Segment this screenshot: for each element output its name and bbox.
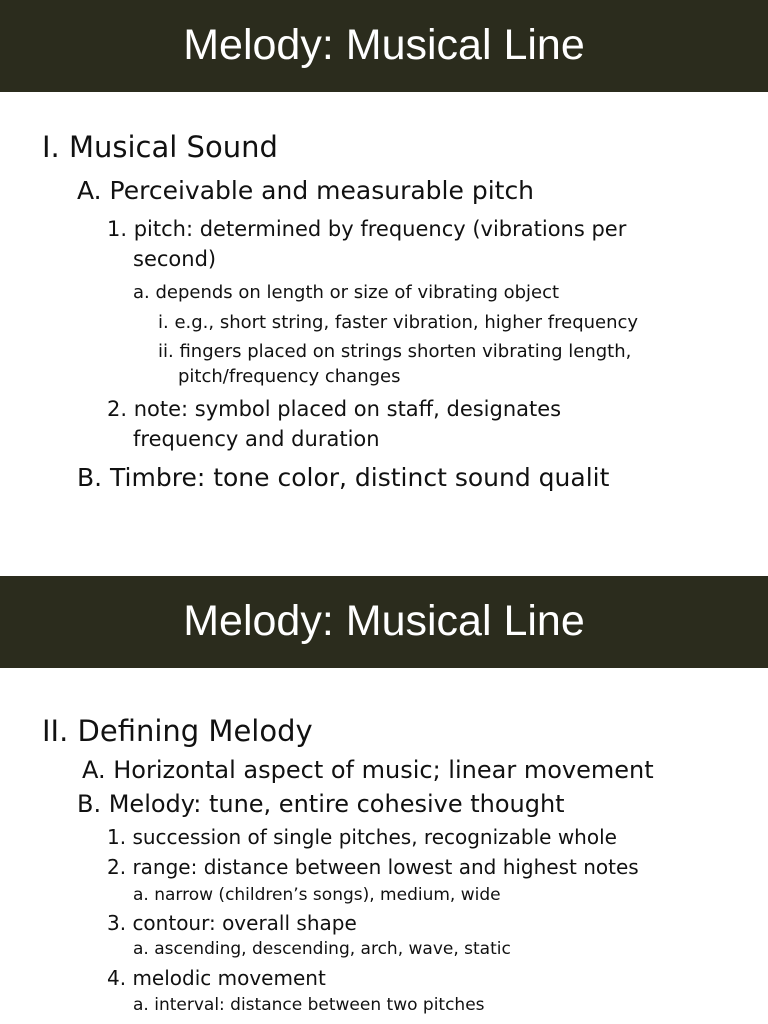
outline-item-contour-types: a. ascending, descending, arch, wave, static xyxy=(133,939,511,959)
outline-item-horizontal-aspect: A. Horizontal aspect of music; linear movement xyxy=(82,756,654,784)
outline-heading-musical-sound: I. Musical Sound xyxy=(42,130,278,164)
outline-item-melodic-movement: 4. melodic movement xyxy=(107,966,326,990)
outline-item-short-string: i. e.g., short string, faster vibration, higher frequency xyxy=(158,312,639,333)
outline-heading-defining-melody: II. Defining Melody xyxy=(42,714,313,748)
outline-item-fingers-strings-cont: pitch/frequency changes xyxy=(178,366,401,387)
outline-item-interval: a. interval: distance between two pitches xyxy=(133,995,485,1015)
outline-item-melody-tune: B. Melody: tune, entire cohesive thought xyxy=(77,790,565,818)
outline-item-note-symbol-cont: frequency and duration xyxy=(133,427,380,451)
slide-title: Melody: Musical Line xyxy=(183,21,585,69)
outline-item-timbre: B. Timbre: tone color, distinct sound qualit xyxy=(77,463,610,492)
slide-2 xyxy=(0,576,768,1024)
outline-item-contour: 3. contour: overall shape xyxy=(107,911,357,935)
outline-item-fingers-strings: ii. fingers placed on strings shorten vibrating length, xyxy=(158,341,632,362)
outline-item-pitch-frequency: 1. pitch: determined by frequency (vibrations per xyxy=(107,217,627,241)
outline-item-range-types: a. narrow (children’s songs), medium, wide xyxy=(133,885,501,905)
outline-item-perceivable-pitch: A. Perceivable and measurable pitch xyxy=(77,176,535,205)
slide-title-bar xyxy=(0,0,768,92)
slide-title-bar xyxy=(0,576,768,668)
outline-item-succession: 1. succession of single pitches, recognizable whole xyxy=(107,825,617,849)
slide-title: Melody: Musical Line xyxy=(183,597,585,645)
outline-item-note-symbol: 2. note: symbol placed on staff, designates xyxy=(107,397,562,421)
outline-item-range: 2. range: distance between lowest and highest notes xyxy=(107,855,639,879)
outline-item-pitch-frequency-cont: second) xyxy=(133,247,217,271)
outline-item-length-size: a. depends on length or size of vibrating object xyxy=(133,282,560,303)
